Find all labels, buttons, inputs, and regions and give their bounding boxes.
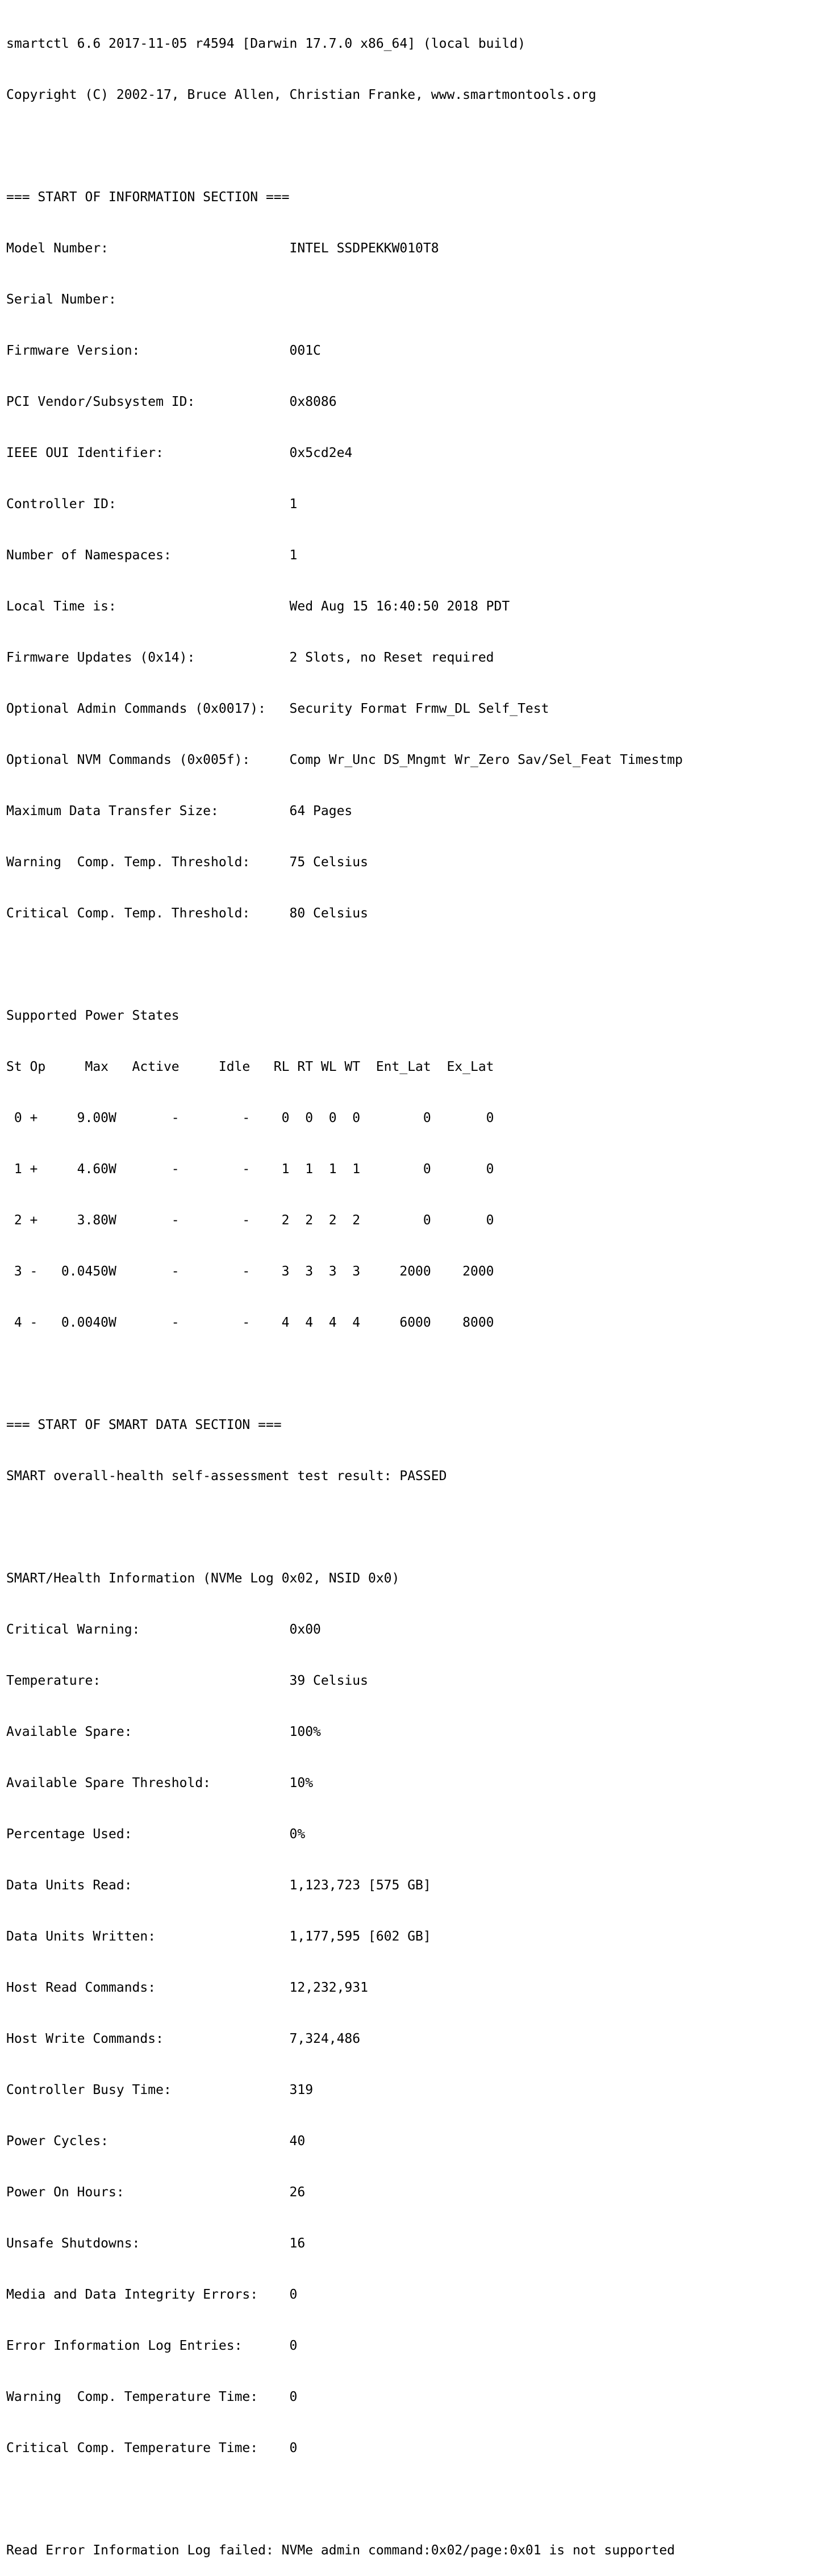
info-admin-commands: Optional Admin Commands (0x0017): Security Format Frmw_DL Self_Test bbox=[6, 701, 549, 716]
health-controller-busy-time: Controller Busy Time: 319 bbox=[6, 2083, 314, 2097]
health-percentage-used: Percentage Used: 0% bbox=[6, 1827, 306, 1842]
header-copyright-line: Copyright (C) 2002-17, Bruce Allen, Christian Franke, www.smartmontools.org bbox=[6, 88, 596, 102]
info-firmware-updates: Firmware Updates (0x14): 2 Slots, no Reset required bbox=[6, 650, 494, 665]
health-error-log-entries: Error Information Log Entries: 0 bbox=[6, 2338, 298, 2353]
power-state-row: 2 + 3.80W - - 2 2 2 2 0 0 bbox=[6, 1213, 494, 1228]
health-host-read-commands: Host Read Commands: 12,232,931 bbox=[6, 1980, 368, 1995]
power-states-table-header: St Op Max Active Idle RL RT WL WT Ent_Lat Ex_Lat bbox=[6, 1060, 494, 1074]
info-warning-temp-threshold: Warning Comp. Temp. Threshold: 75 Celsius bbox=[6, 855, 368, 870]
blank-line bbox=[6, 956, 683, 973]
smart-health-result: SMART overall-health self-assessment test result: PASSED bbox=[6, 1469, 447, 1484]
power-states-heading: Supported Power States bbox=[6, 1008, 180, 1023]
terminal-output bbox=[6, 1, 683, 2576]
info-nvm-commands: Optional NVM Commands (0x005f): Comp Wr_Unc DS_Mngmt Wr_Zero Sav/Sel_Feat Timestmp bbox=[6, 753, 683, 767]
health-warning-temp-time: Warning Comp. Temperature Time: 0 bbox=[6, 2390, 298, 2404]
health-power-on-hours: Power On Hours: 26 bbox=[6, 2185, 306, 2200]
info-max-transfer-size: Maximum Data Transfer Size: 64 Pages bbox=[6, 804, 353, 818]
section-heading-smart-data: === START OF SMART DATA SECTION === bbox=[6, 1418, 282, 1432]
info-model-number: Model Number: INTEL SSDPEKKW010T8 bbox=[6, 241, 439, 256]
health-data-units-read: Data Units Read: 1,123,723 [575 GB] bbox=[6, 1878, 431, 1893]
info-serial-number: Serial Number: bbox=[6, 292, 116, 307]
info-controller-id: Controller ID: 1 bbox=[6, 497, 298, 512]
health-data-units-written: Data Units Written: 1,177,595 [602 GB] bbox=[6, 1929, 431, 1944]
power-state-row: 0 + 9.00W - - 0 0 0 0 0 0 bbox=[6, 1111, 494, 1125]
health-media-errors: Media and Data Integrity Errors: 0 bbox=[6, 2287, 298, 2302]
power-state-row: 3 - 0.0450W - - 3 3 3 3 2000 2000 bbox=[6, 1264, 494, 1279]
info-pci-vendor-id: PCI Vendor/Subsystem ID: 0x8086 bbox=[6, 394, 337, 409]
power-state-row: 1 + 4.60W - - 1 1 1 1 0 0 bbox=[6, 1162, 494, 1177]
health-available-spare: Available Spare: 100% bbox=[6, 1725, 321, 1739]
error-log-failure-message: Read Error Information Log failed: NVMe admin command:0x02/page:0x01 is not supported bbox=[6, 2543, 675, 2558]
health-critical-temp-time: Critical Comp. Temperature Time: 0 bbox=[6, 2441, 298, 2455]
blank-line bbox=[6, 138, 683, 155]
info-firmware-version: Firmware Version: 001C bbox=[6, 343, 321, 358]
health-host-write-commands: Host Write Commands: 7,324,486 bbox=[6, 2031, 361, 2046]
health-power-cycles: Power Cycles: 40 bbox=[6, 2134, 306, 2149]
info-ieee-oui: IEEE OUI Identifier: 0x5cd2e4 bbox=[6, 446, 353, 460]
section-heading-information: === START OF INFORMATION SECTION === bbox=[6, 190, 290, 205]
info-namespaces: Number of Namespaces: 1 bbox=[6, 548, 298, 563]
blank-line bbox=[6, 2491, 683, 2508]
health-info-heading: SMART/Health Information (NVMe Log 0x02, NSID 0x0) bbox=[6, 1571, 400, 1586]
health-spare-threshold: Available Spare Threshold: 10% bbox=[6, 1776, 314, 1790]
health-unsafe-shutdowns: Unsafe Shutdowns: 16 bbox=[6, 2236, 306, 2251]
info-critical-temp-threshold: Critical Comp. Temp. Threshold: 80 Celsius bbox=[6, 906, 368, 921]
blank-line bbox=[6, 1519, 683, 1536]
info-local-time: Local Time is: Wed Aug 15 16:40:50 2018 PDT bbox=[6, 599, 510, 614]
blank-line bbox=[6, 1365, 683, 1382]
power-state-row: 4 - 0.0040W - - 4 4 4 4 6000 8000 bbox=[6, 1315, 494, 1330]
health-temperature: Temperature: 39 Celsius bbox=[6, 1673, 368, 1688]
header-version-line: smartctl 6.6 2017-11-05 r4594 [Darwin 17.7.0 x86_64] (local build) bbox=[6, 36, 525, 51]
health-critical-warning: Critical Warning: 0x00 bbox=[6, 1622, 321, 1637]
